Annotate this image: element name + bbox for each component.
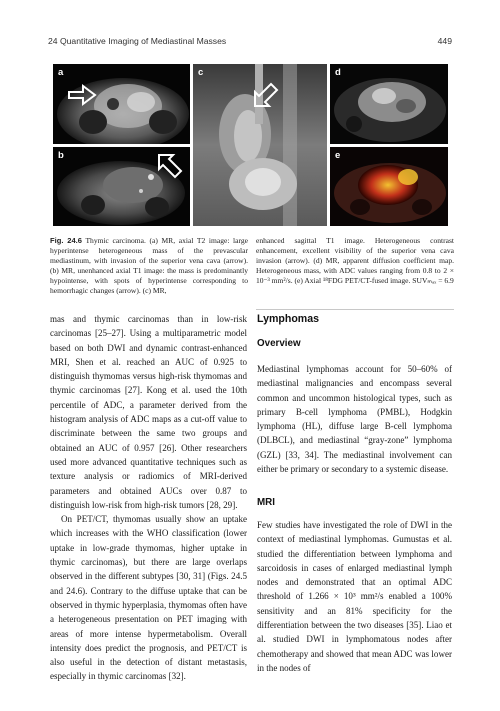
panel-label: b: [58, 150, 64, 161]
left-column: [50, 312, 247, 684]
subsection-heading: MRI: [257, 497, 275, 508]
body-paragraph: On PET/CT, thymomas usually show an uptake which increases with the WHO classification (lower uptake in low-grade thymomas, higher uptake in thymic carcinomas), but there are large overlaps observed in the different subtypes [30, 31] (Figs. 24.5 and 24.6). Contrary to the diffuse uptake that can be observed in thymic hyperplasia, thymomas often have a heterogeneous presentation on PET imaging with areas of more intense hypermetabolism. Overall intensity does predict the prognosis, and PET/CT is also useful in the detection of distant metastasis, especially in thymic carcinomas [32].: [50, 514, 247, 682]
arrow-down-left-icon: [251, 82, 281, 110]
figure-caption-left: [50, 236, 248, 297]
panel-label: d: [335, 67, 341, 78]
figure-label: Fig. 24.6: [50, 236, 82, 245]
arrow-right-icon: [67, 84, 97, 106]
panel-label: e: [335, 150, 341, 161]
figure-panel-e: [330, 147, 448, 226]
running-header: [48, 36, 452, 50]
page-number: 449: [437, 36, 452, 46]
body-paragraph: Few studies have investigated the role of DWI in the context of mediastinal lymphomas. Gumustas et al. studied the differentiation between lymphoma and sarcoidosis in cases of enlarged mediastinal lymph nodes and demonstrated that an optimal ADC threshold of 1.266 × 10³ mm²/s enabled a 100% sensitivity and an 81% specificity for the differentiation between the two diseases [35]. Liao et al. studied DWI in lymphomatous nodes after chemotherapy and showed that mean ADC was lower in the nodes of: [257, 520, 452, 673]
arrow-up-left-icon: [155, 151, 185, 179]
subsection-heading: Overview: [257, 338, 301, 349]
body-paragraph: mas and thymic carcinomas than in low-risk carcinomas [25–27]. Using a multiparametric model based on both DWI and dynamic contrast-enhanced MRI, Shen et al. reached an AUC of 0.925 to distinguish thymomas versus high-risk thymomas and thymic carcinomas [27]. Kong et al. used the 10th percentile of ADC, a parameter derived from the histogram analysis of ADC maps as a cut-off value to discriminate between the same two groups and obtained an AUC of 0.957 [26]. Other researchers used more advanced quantitative techniques such as texture analysis or radiomics of MRI-derived parameters and obtained AUCs over 0.87 to distinguish low-risk from high-risk tumors [28, 29].: [50, 314, 247, 510]
right-column-overview: [257, 362, 452, 476]
panel-label: c: [198, 67, 204, 78]
figure-panel-b: [53, 147, 190, 226]
section-heading: Lymphomas: [257, 313, 320, 325]
body-paragraph: Mediastinal lymphomas account for 50–60% of mediastinal malignancies and encompass several common and uncommon histological types, such as primary B-cell lymphoma (PMBL), Hodgkin lymphoma (HL), diffuse large B-cell lymphoma (DLBCL), and mediastinal “gray-zone” lymphoma (GZL) [33, 34]. The mediastinal involvement can either be primary or secondary to a systemic disease.: [257, 364, 452, 475]
pet-ct-fused-image: [330, 147, 448, 226]
caption-text: enhanced sagittal T1 image. Heterogeneous contrast enhancement, excellent visibility of the superior vena cava invasion (arrow). (d) MR, apparent diffusion coefficient map. Heterogeneous mass, with ADC values ranging from 0.8 to 2 × 10⁻³ mm²/s. (e) Axial ¹⁸FDG PET/CT-fused image. SUVₘₐₓ = 6.9: [256, 236, 454, 286]
caption-divider: [256, 309, 454, 310]
caption-text: Thymic carcinoma. (a) MR, axial T2 image: large hyperintense heterogeneous mass of the prevascular mediastinum, with invasion of the superior vena cava (arrow). (b) MR, unenhanced axial T1 image: the mass is predominantly hypointense, with spots of hyperintense corresponding to hemorrhagic changes (arrow). (c) MR,: [50, 236, 248, 296]
adc-map-image: [330, 64, 448, 144]
figure-panel-d: [330, 64, 448, 144]
panel-label: a: [58, 67, 64, 78]
figure-panel-a: [53, 64, 190, 144]
chapter-title: 24 Quantitative Imaging of Mediastinal Masses: [48, 36, 227, 46]
figure-panel-c: [193, 64, 327, 226]
right-column-mri: [257, 518, 452, 675]
figure-caption-right: [256, 236, 454, 286]
